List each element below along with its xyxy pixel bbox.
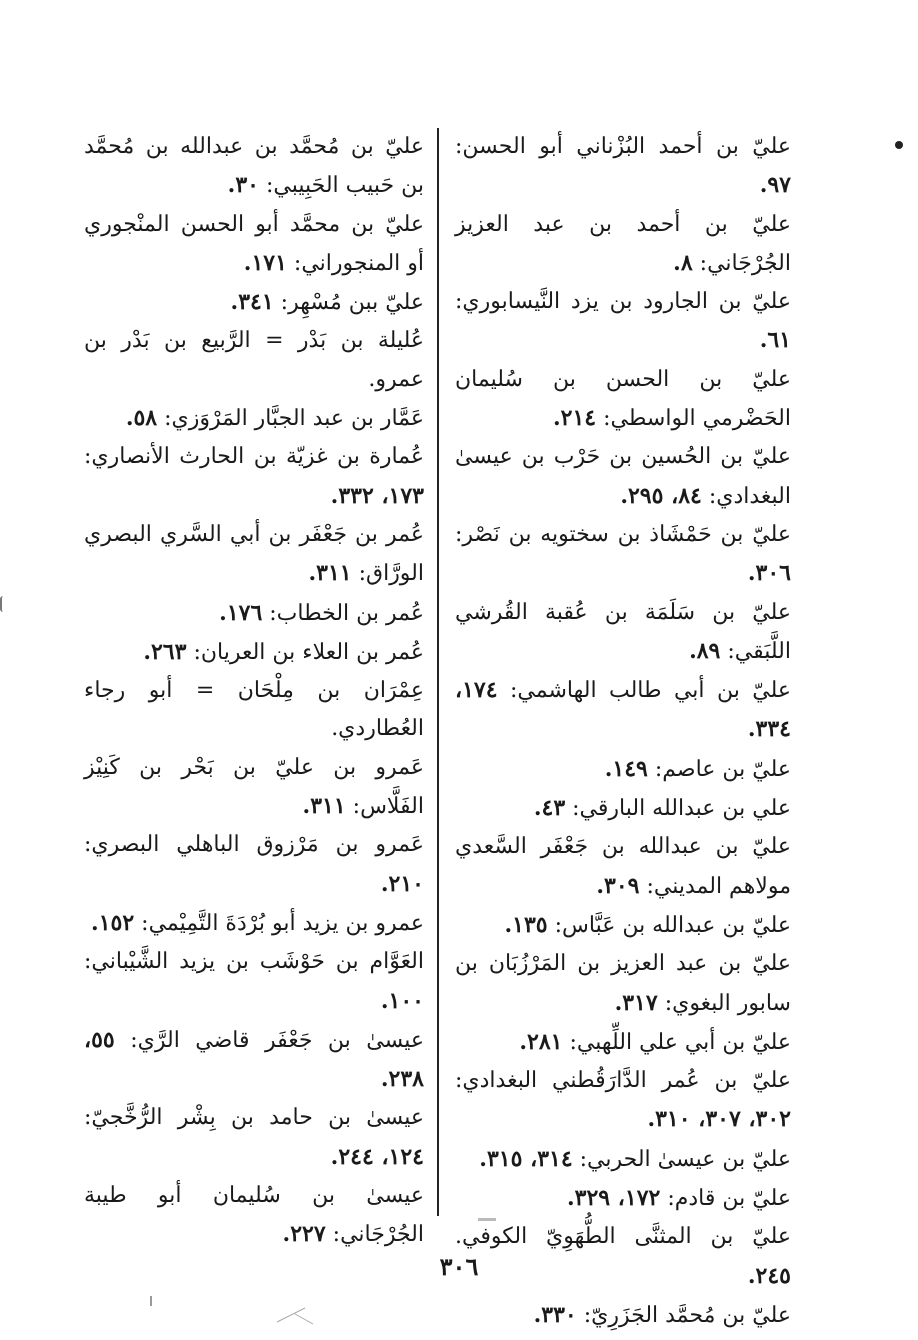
- entry-name: عليّ بن المثنَّى الطُّهَوِيّ الكوفي.: [455, 1224, 791, 1250]
- entry-pages: ١٧٦.: [219, 599, 263, 626]
- index-entry: [84, 826, 424, 904]
- entry-name: عليّ بن محمَّد أبو الحسن المنْجوري أو المنجوراني:: [84, 211, 424, 276]
- entry-name: عليّ بن عيسىٰ الحربي:: [579, 1146, 791, 1172]
- index-entry: [84, 1021, 424, 1100]
- edge-mark: [0, 596, 6, 612]
- entry-name: عليّ بن أحمد البُزْناني أبو الحسن:: [455, 134, 791, 159]
- entry-name: عُليلة بن بَدْر = الرَّبيع بن بَدْر بن عمرو.: [84, 328, 424, 392]
- entry-pages: ٣٠٦.: [747, 560, 791, 587]
- index-entry: [455, 206, 791, 284]
- entry-name: عليّ بن عبدالله بن جَعْفَر السَّعدي مولاهم المديني:: [455, 834, 791, 899]
- margin-dot: [895, 141, 903, 149]
- entry-pages: ١٧٢، ٣٢٩.: [567, 1185, 661, 1212]
- page-number: ٣٠٦: [439, 1252, 479, 1281]
- entry-pages: ٣١٧.: [614, 989, 658, 1016]
- entry-name: عيسىٰ بن حامد بن بِشْر الرُّخَّجيّ:: [84, 1105, 424, 1131]
- entry-name: عليّ بن الجارود بن يزد النَّيسابوري:: [455, 289, 791, 315]
- entry-name: عيسىٰ بن جَعْفَر قاضي الرَّي:: [130, 1027, 424, 1053]
- index-entry: [455, 1062, 791, 1140]
- entry-name: عليّ بن أحمد بن عبد العزيز الجُرْجَاني:: [455, 211, 791, 276]
- index-entry: [84, 438, 424, 516]
- index-entry: [84, 322, 424, 399]
- index-entry: [455, 283, 791, 361]
- scan-smudge: [478, 1218, 496, 1221]
- index-entry: [455, 1296, 791, 1335]
- index-entry: [84, 128, 424, 206]
- entry-pages: ٣١١.: [308, 560, 352, 587]
- entry-pages: ٣٣٠.: [533, 1301, 577, 1328]
- entry-pages: ١٧٤، ٣٣٤.: [455, 677, 791, 743]
- entry-pages: ٥٥، ٢٣٨.: [84, 1026, 424, 1093]
- entry-name: عَمَّار بن عبد الجبَّار المَرْوَزي:: [164, 406, 424, 432]
- entry-pages: ٣٠٩.: [596, 872, 640, 899]
- entry-pages: ١٥٢.: [91, 909, 135, 936]
- index-entry: [455, 594, 791, 672]
- entry-name: عليّ بن عبد العزيز بن المَرْزُبَان بن سابور البغوي:: [455, 951, 791, 1016]
- entry-pages: ٨٤، ٢٩٥.: [620, 482, 702, 509]
- entry-name: علي بن عبدالله البارقي:: [572, 796, 791, 822]
- index-entry: [84, 672, 424, 749]
- index-entry: [455, 750, 791, 789]
- entry-pages: ٣٤١.: [230, 289, 274, 316]
- index-entry: [84, 516, 424, 594]
- entry-pages: ٣٠٢، ٣٠٧، ٣١٠.: [647, 1106, 791, 1133]
- index-entry: [84, 633, 424, 672]
- index-entry: [455, 516, 791, 594]
- index-entry: [84, 904, 424, 943]
- entry-pages: ٢٨١.: [519, 1028, 563, 1055]
- entry-name: عليّ بن الحُسين بن حَرْب بن عيسىٰ البغدادي:: [455, 444, 791, 509]
- index-entry: [455, 1179, 791, 1218]
- entry-name: عِمْرَان بن مِلْحَان = أبو رجاء العُطاردي.: [84, 678, 424, 742]
- entry-pages: ٢١٠.: [380, 870, 424, 897]
- index-entry: [84, 399, 424, 438]
- entry-pages: ٣٠.: [227, 172, 259, 199]
- index-entry: [455, 828, 791, 906]
- index-entry: [455, 671, 791, 750]
- entry-pages: ٢١٤.: [553, 405, 597, 432]
- index-entry: [455, 1023, 791, 1062]
- entry-pages: ٢٤٥.: [747, 1262, 791, 1289]
- index-entry: [84, 749, 424, 827]
- index-entry: [455, 361, 791, 439]
- entry-pages: ١٣٥.: [504, 911, 548, 938]
- index-entry: [455, 128, 791, 206]
- index-column-right: [455, 128, 791, 1335]
- index-entry: [455, 789, 791, 828]
- entry-pages: ٨٩.: [689, 637, 721, 664]
- entry-name: عليّ بن أبي علي اللِّهبي:: [569, 1029, 791, 1055]
- index-entry: [84, 943, 424, 1021]
- entry-pages: ٥٨.: [125, 405, 158, 432]
- entry-pages: ١٤٩.: [604, 755, 648, 782]
- index-entry: [84, 206, 424, 284]
- entry-name: عليّ بن عُمر الدَّارَقُطني البغدادي:: [455, 1068, 791, 1094]
- index-entry: [455, 945, 791, 1023]
- index-entry: [455, 1140, 791, 1179]
- entry-pages: ٩٧.: [759, 172, 791, 199]
- entry-pages: ٢٦٣.: [143, 638, 187, 665]
- entry-name: عُمارة بن غزيّة بن الحارث الأنصاري:: [84, 444, 424, 470]
- entry-name: عليّ بن سَلَمَة بن عُقبة القُرشي اللَّبَقي:: [455, 599, 791, 664]
- entry-name: عمرو بن يزيد أبو بُرْدَةَ التَّمِيْمي:: [141, 910, 424, 936]
- entry-pages: ١٠٠.: [380, 987, 424, 1014]
- entry-pages: ٣١٤، ٣١٥.: [479, 1145, 573, 1172]
- entry-name: عُمر بن الخطاب:: [269, 600, 424, 626]
- entry-pages: ٦١.: [759, 327, 791, 354]
- entry-name: عَمرو بن عليّ بن بَحْر بن كَنِيْز الفَلَّاس:: [84, 754, 424, 820]
- index-entry: [455, 438, 791, 516]
- index-column-left: [84, 128, 424, 1255]
- entry-pages: ٤٣.: [533, 795, 566, 822]
- entry-pages: ٣١١.: [302, 793, 346, 820]
- entry-name: عليّ بن حَمْشَاذ بن سختويه بن نَصْر:: [455, 521, 791, 547]
- entry-name: عليّ بن الحسن بن سُليمان الحَضْرمي الواسطي:: [455, 366, 791, 432]
- entry-name: عَمرو بن مَرْزوق الباهلي البصري:: [84, 832, 424, 858]
- entry-name: عليّ بن مُحمَّد الجَزَرِيّ:: [583, 1302, 791, 1328]
- entry-name: عليّ بن عاصم:: [654, 756, 791, 782]
- index-entry: [84, 594, 424, 633]
- scan-tick: [150, 1296, 152, 1306]
- entry-name: عليّ بن أبي طالب الهاشمي:: [510, 678, 791, 704]
- entry-pages: ٢٢٧.: [282, 1221, 326, 1248]
- entry-name: العَوَّام بن حَوْشَب بن يزيد الشَّيْباني:: [84, 949, 424, 975]
- entry-pages: ٨.: [673, 249, 693, 276]
- entry-name: عليّ بن مُحمَّد بن عبدالله بن مُحمَّد بن حَبيب الحَبِيبي:: [84, 134, 424, 199]
- scan-scratch: [275, 1304, 315, 1326]
- column-divider: [437, 128, 439, 1216]
- index-entry: [84, 1099, 424, 1177]
- entry-pages: ١٧٣، ٣٣٢.: [330, 482, 424, 509]
- entry-name: عليّ ببن مُسْهِر:: [280, 290, 424, 316]
- entry-name: عُمر بن جَعْفَر بن أبي السَّري البصري الورَّاق:: [84, 521, 424, 587]
- entry-name: عيسىٰ بن سُليمان أبو طيبة الجُرْجَاني:: [84, 1183, 424, 1248]
- entry-pages: ١٧١.: [243, 249, 287, 276]
- entry-pages: ١٢٤، ٢٤٤.: [330, 1143, 424, 1170]
- entry-name: عليّ بن قادم:: [667, 1186, 791, 1212]
- entry-name: عليّ بن عبدالله بن عَبَّاس:: [554, 912, 791, 938]
- entry-name: عُمر بن العلاء بن العريان:: [193, 639, 424, 665]
- index-entry: [84, 283, 424, 322]
- index-entry: [455, 906, 791, 945]
- index-entry: [84, 1177, 424, 1255]
